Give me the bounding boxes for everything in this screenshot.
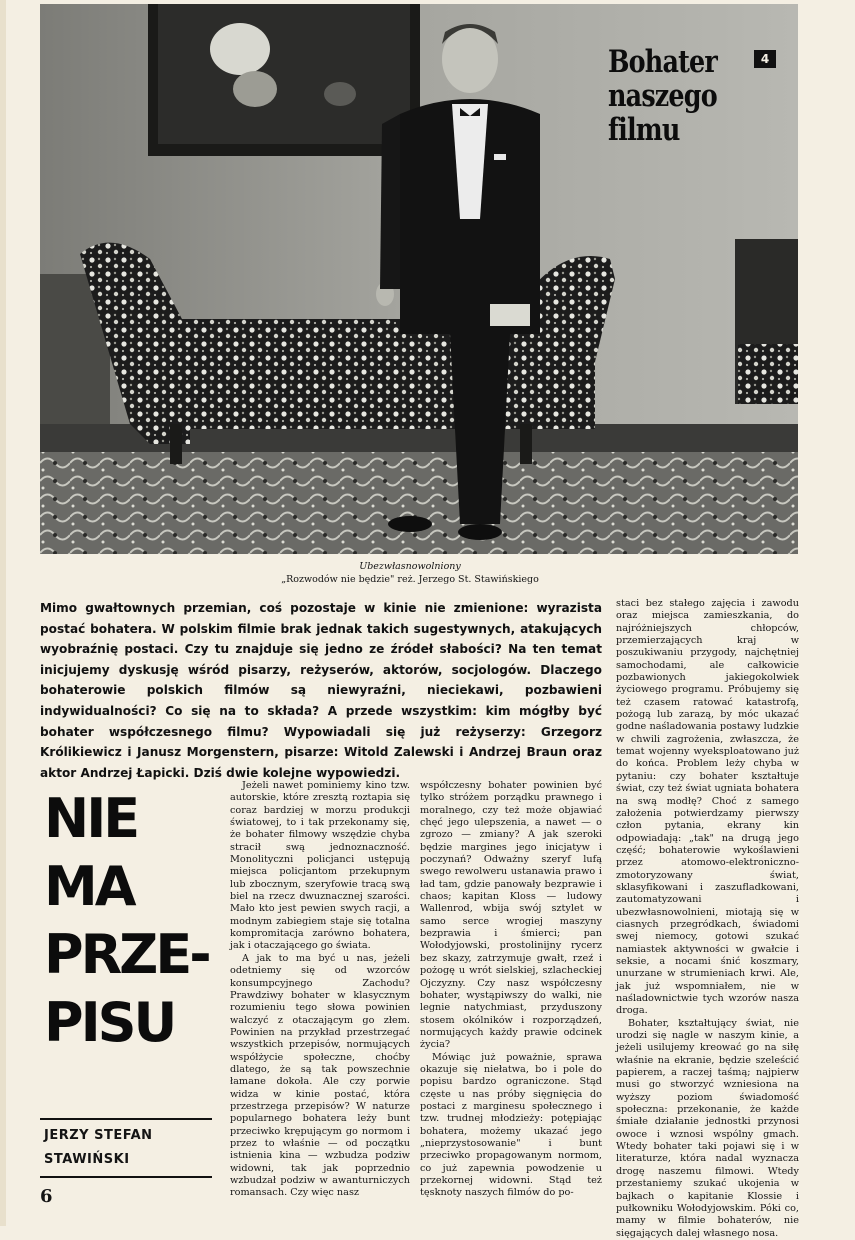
body-paragraph: Mówiąc już poważnie, sprawa okazuje się niełatwa, bo i pole do popisu bardzo ograniczone. Stąd częste u nas próby sięgnięcia do postaci z marginesu społecznego i tzw. trudnej młodzieży: potępiając bohatera, możemy ukazać jego „nieprzystosowanie" i bunt przeciwko propagowanym normom, co już zapewnia powodzenie u przekornej widowni. Stąd też tęsknoty naszych filmów do po- <box>420 1051 602 1199</box>
body-column-2 <box>420 780 602 1200</box>
body-paragraph: Bohater, kształtujący świat, nie urodzi się nagle w naszym kinie, a jeżeli usilujemy kreować go na siłę właśnie na ekranie, będzie szeleścić papierem, a raczej taśmą; najpierw musi go stworzyć wzniesiona na wyższy poziom świadomość społeczna: przekonanie, że każde śmiałe działanie jednostki przynosi owoce i wznosi wspólny gmach. Wtedy bohater taki pojawi się i w literaturze, która nadal wyznacza drogę naszemu filmowi. Wtedy przestaniemy szukać ukojenia w bajkach o kapitanie Klossie i pułkowniku Wołodyjowskim. Póki co, mamy w filmie bohaterów, nie sięgających dalej własnego nosa. <box>616 1017 799 1239</box>
series-title <box>608 45 760 147</box>
body-paragraph: A jak to ma być u nas, jeżeli odetniemy się od wzorców konsumpcyjnego Zachodu? Prawdziwy bohater w klasycznym rozumieniu tego słowa powinien walczyć z otaczającym go złem. Powinien na przykład przestrzegać wszystkich przepisów, normujących współżycie społeczne, choćby dlatego, że są tak powszechnie łamane dokoła. Ale czy porwie widza w kinie postać, która przestrzega przepisów? W naturze popularnego bohatera leży bunt przeciwko krępującym go normom i przez to właśnie — od początku istnienia kina — wzbudza podziw widowni, tak jak poprzednio wzbudzał podziw w awanturniczych romansach. Czy więc nasz <box>230 952 410 1199</box>
article-title-line-2: MA <box>44 855 134 918</box>
author-rule-top <box>40 1118 212 1120</box>
article-title-line-3: PRZE- <box>44 923 209 986</box>
body-column-3 <box>616 598 799 1240</box>
author-surname: STAWIŃSKI <box>44 1152 130 1167</box>
page-number: 6 <box>40 1186 53 1207</box>
article-title-line-1: NIE <box>44 787 138 850</box>
author-byline <box>44 1124 214 1172</box>
series-number-badge: 4 <box>754 50 776 68</box>
caption-film-title: Ubezwłasnowolniony <box>359 561 461 572</box>
photo-caption <box>200 560 620 586</box>
body-paragraph: współczesny bohater powinien być tylko stróżem porządku prawnego i moralnego, czy też może objawiać chęć jego ulepszenia, a nawet — o zgrozo — zmiany? A jak szeroki będzie margines jego inicjatyw i poczynań? Odważny szeryf lufą swego rewolweru ustanawia prawo i ład tam, gdzie panowały bezprawie i chaos; kapitan Kloss — ludowy Wallenrod, wbija swój sztylet w samo serce wrogiej maszyny bezprawia i śmierci; pan Wołodyjowski, prostolinijny rycerz bez skazy, zatrzymuje gwałt, rzeź i pożogę u wrót sielskiej, szlacheckiej Ojczyzny. Czy nasz współczesny bohater, wystąpiwszy do walki, nie legnie natychmiast, przyduszony stosem okólników i rozporządzeń, normujących każdy prawie odcinek życia? <box>420 780 602 1051</box>
author-first-names: JERZY STEFAN <box>44 1128 153 1143</box>
body-paragraph: Jeżeli nawet pominiemy kino tzw. autorskie, które zresztą roztapia się coraz bardziej w morzu produkcji światowej, to i tak przekonamy się, że bohater filmowy wszędzie chyba stracił swą jednoznaczność. Monolityczni policjanci ustępują miejsca policjantom przekupnym lub zbocznym, szeryfowie tracą swą biel na rzecz dwuznacznej szarości. Mało kto jest pewien swych racji, a modnym zabiegiem staje się totalna kompromitacja zarówno bohatera, jak i otaczającego go świata. <box>230 780 410 952</box>
article-title <box>44 785 224 1057</box>
body-paragraph: staci bez stałego zajęcia i zawodu oraz miejsca zamieszkania, do najróżniejszych chłopców, przemierzających kraj w poszukiwaniu przygody, najchętniej samochodami, ale całkowicie pozbawionych jakiegokolwiek życiowego programu. Próbujemy się też czasem ratować katastrofą, pożogą lub zarazą, by móc ukazać godne naśladowania postawy ludzkie w chwili zagrożenia, zwłaszcza, że temat wojenny wyeksploatowano już do końca. Problem leży chyba w pytaniu: czy bohater kształtuje świat, czy też świat ugniata bohatera na swą modłę? Choć z samego założenia potwierdzamy pierwszy człon pytania, ekrany kin odpowiadają: „tak" na drugą jego część; bohaterowie wykoślawieni przez atomowo-elektroniczno-zmotoryzowany świat, sklasyfikowani i zaszufladkowani, zautomatyzowani i ubezwłasnowolnieni, miotają się w ciasnych przegródkach, świadomi swej niemocy, gotowi szukać namiastek aktywności w gwałcie i seksie, a nocami śnić koszmary, unurzane w strumieniach krwi. Ale, jak już wspomniałem, nie w naśladownictwie tych wzorów nasza droga. <box>616 598 799 1017</box>
author-rule-bottom <box>40 1176 212 1178</box>
lead-paragraph: Mimo gwałtownych przemian, coś pozostaje w kinie nie zmienione: wyrazista postać bohatera. W polskim filmie brak jednak takich sugestywnych, atakujących wyobraźnię postaci. Czy tu znajduje się jedno ze źródeł słabości? Na ten temat inicjujemy dyskusję wśród pisarzy, reżyserów, aktorów, socjologów. Dlaczego bohaterowie polskich filmów są niewyraźni, nieciekawi, pozbawieni indywidualności? Co się na to składa? A przede wszystkim: kim mógłby być bohater współczesnego filmu? Wypowiadali się już reżyserzy: Grzegorz Królikiewicz i Janusz Morgenstern, pisarze: Witold Zalewski i Andrzej Braun oraz aktor Andrzej Łapicki. Dziś dwie kolejne wypowiedzi. <box>40 601 602 780</box>
article-title-line-4: PISU <box>44 991 175 1054</box>
series-title-line-1: Bohater <box>608 44 717 80</box>
series-title-line-2: naszego filmu <box>608 78 717 148</box>
caption-credit: „Rozwodów nie będzie" reż. Jerzego St. Stawińskiego <box>281 574 539 585</box>
body-column-1 <box>230 780 410 1200</box>
